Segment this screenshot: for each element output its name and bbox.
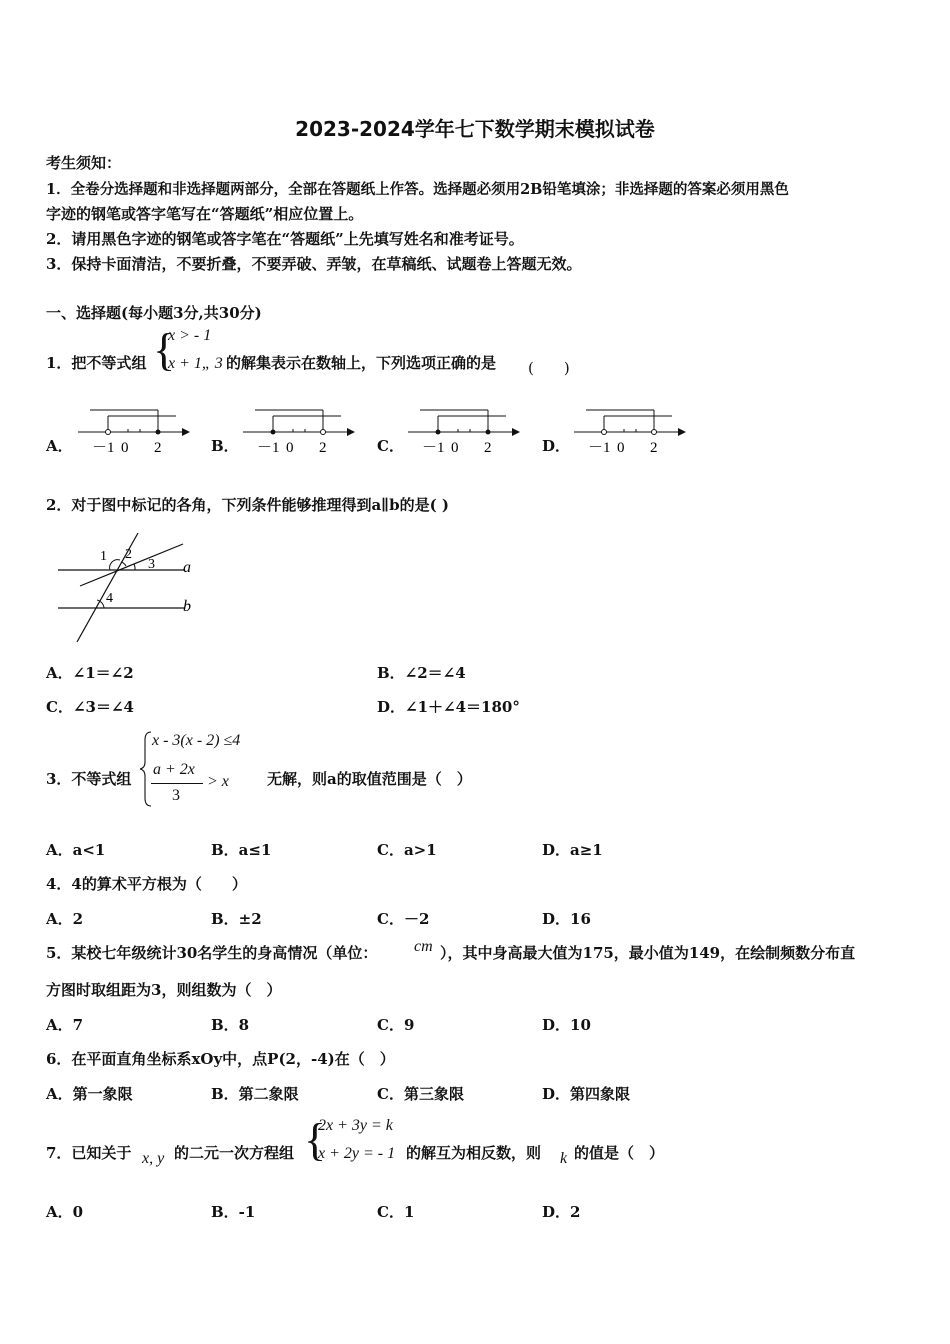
q2-angle-1: 1 — [100, 549, 107, 564]
q1-option-a-label: A． — [46, 437, 73, 455]
q6-option-d[interactable]: D．第四象限 — [542, 1085, 631, 1103]
notice-heading: 考生须知： — [46, 154, 122, 172]
q2-angle-3: 3 — [148, 557, 155, 572]
q1-c-tick-neg1: －1 — [422, 440, 445, 456]
q2-option-b[interactable]: B．∠2＝∠4 — [377, 664, 466, 682]
q7-option-d[interactable]: D．2 — [542, 1203, 581, 1221]
notice-line-2: 2．请用黑色字迹的钢笔或答字笔在“答题纸”上先填写姓名和准考证号。 — [46, 230, 524, 248]
q7-option-a[interactable]: A．0 — [46, 1203, 84, 1221]
q5-option-a[interactable]: A．7 — [46, 1016, 84, 1034]
q4-option-b[interactable]: B．±2 — [211, 910, 262, 928]
q7-option-c[interactable]: C．1 — [377, 1203, 415, 1221]
q3-greater-than-x: > x — [207, 773, 229, 790]
q1-system-line-1: x > - 1 — [168, 327, 212, 344]
q6-option-c[interactable]: C．第三象限 — [377, 1085, 464, 1103]
q5-stem-part-3: 方图时取组距为3，则组数为（ ） — [46, 981, 282, 999]
q1-c-tick-0: 0 — [451, 440, 459, 456]
q3-option-c[interactable]: C．a>1 — [377, 841, 437, 859]
q3-line-1: x - 3(x - 2) ≤4 — [152, 732, 241, 749]
q5-stem-part-2: ），其中身高最大值为175，最小值为149，在绘制频数分布直 — [440, 944, 856, 962]
q1-a-tick-0: 0 — [121, 440, 129, 456]
q5-stem-part-1: 5．某校七年级统计30名学生的身高情况（单位： — [46, 944, 378, 962]
q3-fraction-denominator: 3 — [172, 787, 180, 804]
q6-option-b[interactable]: B．第二象限 — [211, 1085, 299, 1103]
q1-number-line-b — [235, 400, 355, 460]
q5-option-b[interactable]: B．8 — [211, 1016, 250, 1034]
q1-option-d-label: D． — [542, 437, 571, 455]
q7-k: k — [560, 1150, 568, 1167]
q1-option-b-label: B． — [211, 437, 239, 455]
q7-suffix-1: 的解互为相反数，则 — [406, 1144, 542, 1162]
q7-vars: x, y — [142, 1150, 165, 1167]
q5-unit: cm — [414, 938, 433, 955]
q6-option-a[interactable]: A．第一象限 — [46, 1085, 133, 1103]
q2-line-a: a — [183, 559, 191, 576]
q3-option-d[interactable]: D．a≥1 — [542, 841, 603, 859]
q5-option-c[interactable]: C．9 — [377, 1016, 415, 1034]
q2-option-a[interactable]: A．∠1＝∠2 — [46, 664, 134, 682]
q1-brace: { — [153, 324, 176, 375]
q2-angle-2: 2 — [125, 547, 132, 562]
q1-d-tick-neg1: －1 — [588, 440, 611, 456]
q1-prefix: 1．把不等式组 — [46, 354, 147, 372]
q4-option-d[interactable]: D．16 — [542, 910, 591, 928]
notice-line-1b: 字迹的钢笔或答字笔写在“答题纸”相应位置上。 — [46, 205, 364, 223]
q7-suffix-2: 的值是（ ） — [574, 1144, 665, 1162]
q5-option-d[interactable]: D．10 — [542, 1016, 591, 1034]
q1-number-line-d — [566, 400, 686, 460]
q1-system-line-2: x + 1„ 3 — [168, 355, 223, 372]
q2-option-d[interactable]: D．∠1＋∠4＝180° — [377, 698, 520, 716]
q1-number-line-c — [400, 400, 520, 460]
q4-option-c[interactable]: C．－2 — [377, 910, 430, 928]
q1-answer-paren: ( ) — [528, 359, 570, 377]
q3-fraction-numerator: a + 2x — [153, 761, 195, 778]
q1-suffix: 的解集表示在数轴上，下列选项正确的是 — [226, 354, 497, 372]
section-heading: 一、选择题(每小题3分,共30分) — [46, 304, 262, 322]
q6-stem: 6．在平面直角坐标系xOy中，点P(2，-4)在（ ） — [46, 1050, 395, 1068]
q7-prefix: 7．已知关于 — [46, 1144, 132, 1162]
notice-line-3: 3．保持卡面清洁，不要折叠，不要弄破、弄皱，在草稿纸、试题卷上答题无效。 — [46, 255, 582, 273]
q3-option-a[interactable]: A．a<1 — [46, 841, 106, 859]
q3-option-b[interactable]: B．a≤1 — [211, 841, 272, 859]
q3-suffix: 无解，则a的取值范围是（ ） — [267, 770, 472, 788]
q2-angle-4: 4 — [106, 591, 113, 606]
q1-a-tick-neg1: －1 — [92, 440, 115, 456]
q3-fraction-bar — [151, 783, 203, 784]
q1-c-tick-2: 2 — [484, 440, 492, 456]
q7-equation-1: 2x + 3y = k — [318, 1117, 393, 1134]
q1-d-tick-0: 0 — [617, 440, 625, 456]
q1-b-tick-0: 0 — [286, 440, 294, 456]
page-title: 2023-2024学年七下数学期末模拟试卷 — [295, 117, 655, 141]
notice-line-1a: 1．全卷分选择题和非选择题两部分，全部在答题纸上作答。选择题必须用2B铅笔填涂；非选择题的答案必须用黑色 — [46, 181, 789, 198]
q7-mid: 的二元一次方程组 — [174, 1144, 295, 1162]
q4-stem: 4．4的算术平方根为（ ） — [46, 875, 247, 893]
q1-d-tick-2: 2 — [650, 440, 658, 456]
q2-figure — [50, 530, 210, 645]
q7-brace: { — [304, 1114, 327, 1165]
q4-option-a[interactable]: A．2 — [46, 910, 84, 928]
q3-prefix: 3．不等式组 — [46, 770, 132, 788]
q2-line-b: b — [183, 598, 191, 615]
q1-b-tick-neg1: －1 — [257, 440, 280, 456]
q2-stem: 2．对于图中标记的各角，下列条件能够推理得到a∥b的是( ) — [46, 496, 450, 514]
q7-equation-2: x + 2y = - 1 — [318, 1145, 396, 1162]
q1-a-tick-2: 2 — [154, 440, 162, 456]
q7-option-b[interactable]: B．-1 — [211, 1203, 256, 1221]
q2-option-c[interactable]: C．∠3＝∠4 — [46, 698, 134, 716]
q1-number-line-a — [70, 400, 190, 460]
q1-b-tick-2: 2 — [319, 440, 327, 456]
q1-option-c-label: C． — [377, 437, 404, 455]
